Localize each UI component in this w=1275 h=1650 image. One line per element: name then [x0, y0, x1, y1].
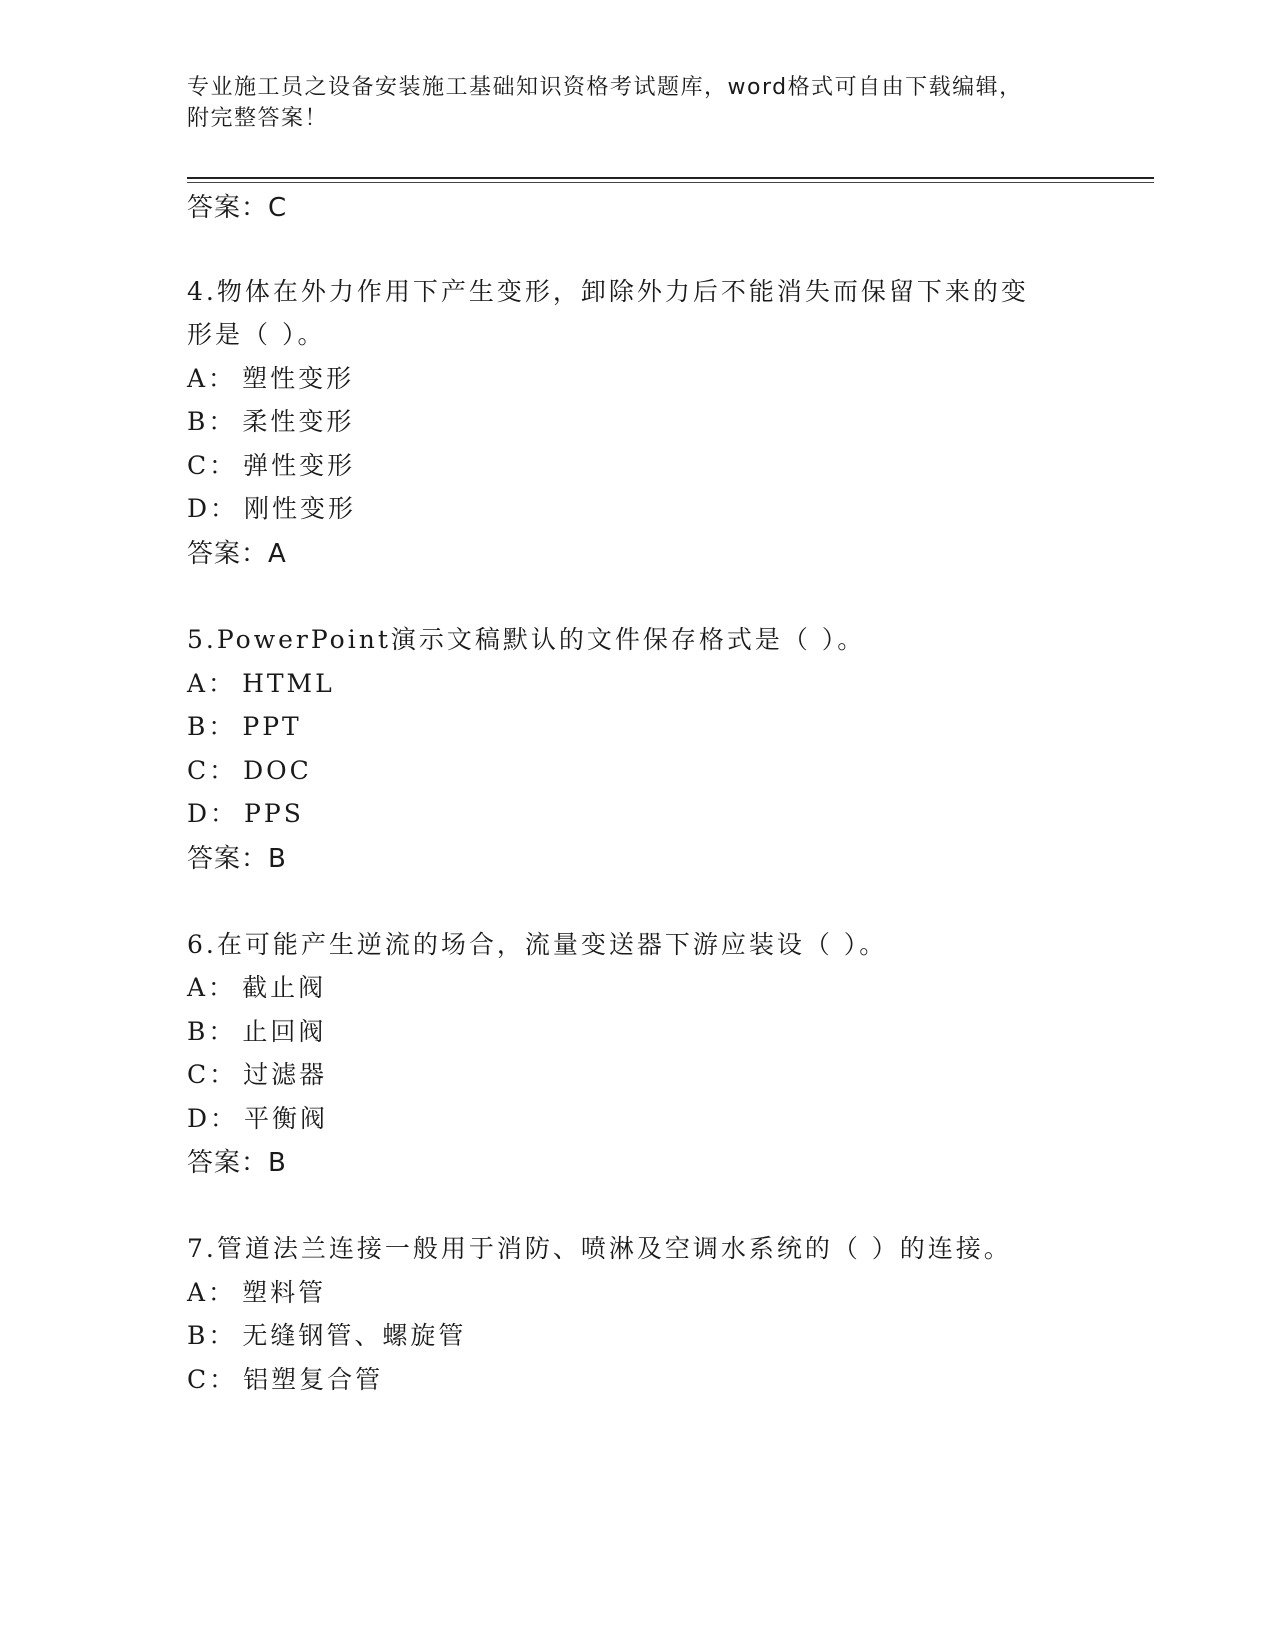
- option-text: PPT: [242, 712, 302, 741]
- question-stem-q4-line1: 4.物体在外力作用下产生变形，卸除外力后不能消失而保留下来的变: [187, 277, 1029, 306]
- option-text: 平衡阀: [244, 1104, 329, 1133]
- option-key: C：: [187, 1060, 238, 1089]
- option-q7-a: [187, 1278, 326, 1308]
- option-text: 刚性变形: [244, 494, 357, 523]
- option-text: 止回阀: [242, 1017, 327, 1046]
- option-text: DOC: [243, 756, 312, 785]
- answer-value: B: [268, 1148, 287, 1178]
- option-key: B：: [187, 712, 237, 741]
- header-divider-thin: [187, 182, 1154, 183]
- option-q7-b: [187, 1321, 466, 1351]
- option-key: B：: [187, 1017, 237, 1046]
- option-q6-d: [187, 1104, 328, 1134]
- answer-line-q4: [187, 539, 287, 569]
- answer-label: 答案：: [187, 539, 269, 569]
- option-key: D：: [187, 494, 239, 523]
- option-text: 柔性变形: [242, 407, 355, 436]
- option-key: C：: [187, 1365, 238, 1394]
- option-q4-d: [187, 494, 356, 524]
- option-key: A：: [187, 669, 237, 698]
- option-q5-a: [187, 669, 335, 699]
- option-text: 截止阀: [242, 973, 327, 1002]
- option-q4-a: [187, 364, 354, 394]
- question-stem-q6: 6.在可能产生逆流的场合，流量变送器下游应装设（ ）。: [187, 930, 888, 959]
- question-stem-q7: 7.管道法兰连接一般用于消防、喷淋及空调水系统的（ ）的连接。: [187, 1234, 1012, 1263]
- header-divider-thick: [187, 177, 1154, 179]
- option-text: 弹性变形: [243, 451, 356, 480]
- option-q6-c: [187, 1060, 327, 1090]
- answer-line-q5: [187, 844, 287, 874]
- option-text: HTML: [242, 669, 335, 698]
- option-q5-c: [187, 756, 312, 786]
- option-text: PPS: [244, 799, 304, 828]
- option-q7-c: [187, 1365, 383, 1395]
- answer-value: B: [268, 844, 287, 874]
- option-text: 铝塑复合管: [243, 1365, 384, 1394]
- answer-line-q3: [187, 193, 287, 223]
- document-header: [187, 72, 1067, 134]
- answer-label: 答案：: [187, 844, 269, 874]
- answer-line-q6: [187, 1148, 287, 1178]
- option-key: C：: [187, 451, 238, 480]
- option-text: 过滤器: [243, 1060, 328, 1089]
- question-stem-q5: 5.PowerPoint演示文稿默认的文件保存格式是（ ）。: [187, 625, 866, 654]
- question-stem-q4-line2: 形是（ ）。: [187, 320, 326, 349]
- option-q5-b: [187, 712, 302, 742]
- option-key: A：: [187, 1278, 237, 1307]
- option-key: C：: [187, 756, 238, 785]
- answer-label: 答案：: [187, 1148, 269, 1178]
- answer-value: A: [268, 539, 287, 569]
- header-line-2: 附完整答案！: [187, 106, 329, 131]
- option-text: 无缝钢管、螺旋管: [242, 1321, 467, 1350]
- answer-label: 答案：: [187, 193, 269, 223]
- option-q6-b: [187, 1017, 326, 1047]
- option-q4-b: [187, 407, 354, 437]
- option-key: A：: [187, 364, 237, 393]
- option-key: B：: [187, 1321, 237, 1350]
- option-text: 塑性变形: [242, 364, 355, 393]
- option-key: D：: [187, 799, 239, 828]
- option-q6-a: [187, 973, 326, 1003]
- option-key: B：: [187, 407, 237, 436]
- option-q4-c: [187, 451, 355, 481]
- option-key: D：: [187, 1104, 239, 1133]
- option-key: A：: [187, 973, 237, 1002]
- answer-value: C: [268, 193, 288, 223]
- header-line-1: 专业施工员之设备安装施工基础知识资格考试题库，word格式可自由下载编辑，: [187, 75, 1023, 100]
- option-text: 塑料管: [242, 1278, 327, 1307]
- option-q5-d: [187, 799, 304, 829]
